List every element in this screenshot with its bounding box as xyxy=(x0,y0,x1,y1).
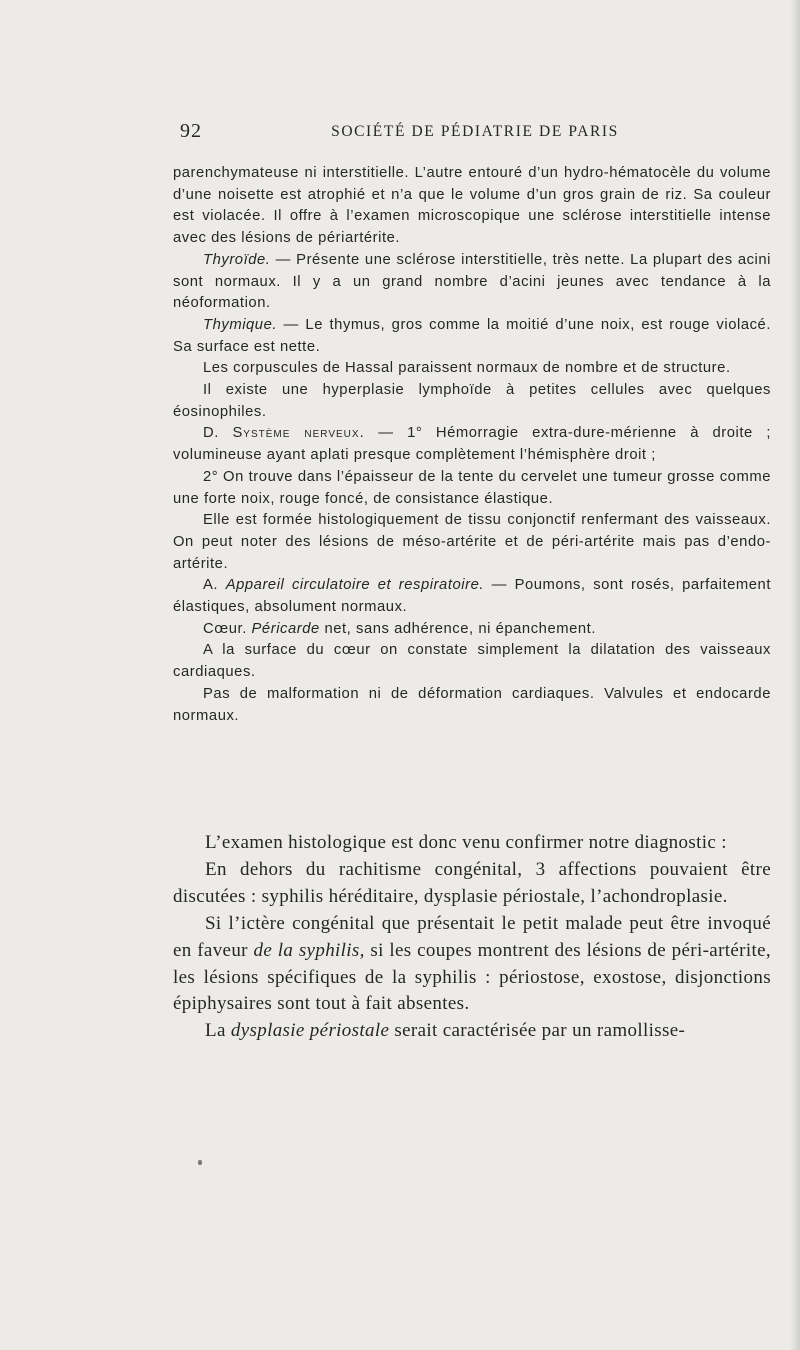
thyroide-label: Thyroïde. xyxy=(203,251,271,268)
appareil-prefix: A. xyxy=(203,577,226,594)
paragraph-parenchymateuse: parenchymateuse ni interstitielle. L’autre entouré d’un hydro-hématocèle du volume d’une noisette est atrophié et n’a que le volume d’un gros grain de riz. Sa couleur est violacée. Il offre à l’examen microscopique une sclérose interstitielle intense avec des lésions de périartérite. xyxy=(173,165,771,247)
paragraph-systeme-nerveux xyxy=(173,423,771,466)
paragraph-appareil-circulatoire xyxy=(173,575,771,618)
page-number: 92 xyxy=(180,120,202,142)
thymique-text: — Le thymus, gros comme la moitié d’une noix, est rouge violacé. Sa surface est nette. xyxy=(173,316,771,355)
dysplasie-emphasis: dysplasie périostale xyxy=(230,1020,390,1042)
paragraph-coeur xyxy=(173,619,771,641)
systeme-nerveux-prefix: D. xyxy=(203,425,233,442)
appareil-text: — Poumons, sont rosés, parfaitement élastiques, absolument normaux. xyxy=(173,577,771,616)
paragraph-malformation: Pas de malformation ni de déformation cardiaques. Valvules et endocarde normaux. xyxy=(173,685,771,724)
paragraph-dysplasie xyxy=(173,1018,771,1045)
dysplasie-text-after: serait caractérisée par un ramollisse- xyxy=(389,1020,686,1042)
appareil-label: Appareil circulatoire et respiratoire. xyxy=(225,577,485,594)
autopsy-report-text xyxy=(173,163,771,727)
systeme-nerveux-text: — 1° Hémorragie extra-dure-mérienne à droite ; volumineuse ayant aplati presque complètement l’hémisphère droit ; xyxy=(173,425,772,464)
paragraph-surface-coeur: A la surface du cœur on constate simplement la dilatation des vaisseaux cardiaques. xyxy=(173,642,771,681)
pericarde-label: Péricarde xyxy=(251,620,320,637)
page-header xyxy=(180,120,770,150)
thyroide-text: — Présente une sclérose interstitielle, très nette. La plupart des acini sont normaux. Il y a un grand nombre d’acini jeunes avec tendance à la néoformation. xyxy=(173,251,771,312)
paragraph-ictere xyxy=(173,911,771,1019)
systeme-nerveux-label: Système nerveux. xyxy=(232,425,365,442)
paragraph-thyroide xyxy=(173,250,771,315)
syphilis-emphasis: de la syphilis, xyxy=(253,939,365,961)
dysplasie-text-before: La xyxy=(205,1020,231,1042)
paragraph-examen: L’examen histologique est donc venu confirmer notre diagnostic : xyxy=(205,832,727,853)
paragraph-corpuscules: Les corpuscules de Hassal paraissent normaux de nombre et de structure. xyxy=(203,360,731,377)
paragraph-thymique xyxy=(173,315,771,358)
paragraph-histologie: Elle est formée histologiquement de tissu conjonctif renfermant des vaisseaux. On peut noter des lésions de méso-artérite et de péri-artérite mais pas d’endo-artérite. xyxy=(173,512,771,572)
paragraph-tumeur: 2° On trouve dans l’épaisseur de la tente du cervelet une tumeur grosse comme une forte noix, rouge foncé, de consistance élastique. xyxy=(173,468,771,507)
running-title: SOCIÉTÉ DE PÉDIATRIE DE PARIS xyxy=(331,123,619,140)
ictere-text-after: si les coupes montrent des lésions de péri-artérite, les lésions spécifiques de la syphilis : périostose, exostose, disjonctions épiphysaires sont tout à fait absentes. xyxy=(173,939,771,1015)
discussion-text xyxy=(173,830,771,1045)
paragraph-affections: En dehors du rachitisme congénital, 3 affections pouvaient être discutées : syphilis héréditaire, dysplasie périostale, l’achondroplasie. xyxy=(173,858,771,907)
paragraph-hyperplasie: Il existe une hyperplasie lymphoïde à petites cellules avec quelques éosinophiles. xyxy=(173,382,771,420)
ictere-text-before: Si l’ictère congénital que présentait le petit malade peut être invoqué en faveur xyxy=(173,912,771,961)
ink-speck xyxy=(198,1160,202,1165)
thymique-label: Thymique. xyxy=(203,316,278,333)
coeur-text: net, sans adhérence, ni épanchement. xyxy=(319,620,596,637)
coeur-prefix: Cœur. xyxy=(203,620,252,637)
page-edge-shadow xyxy=(790,0,800,1350)
